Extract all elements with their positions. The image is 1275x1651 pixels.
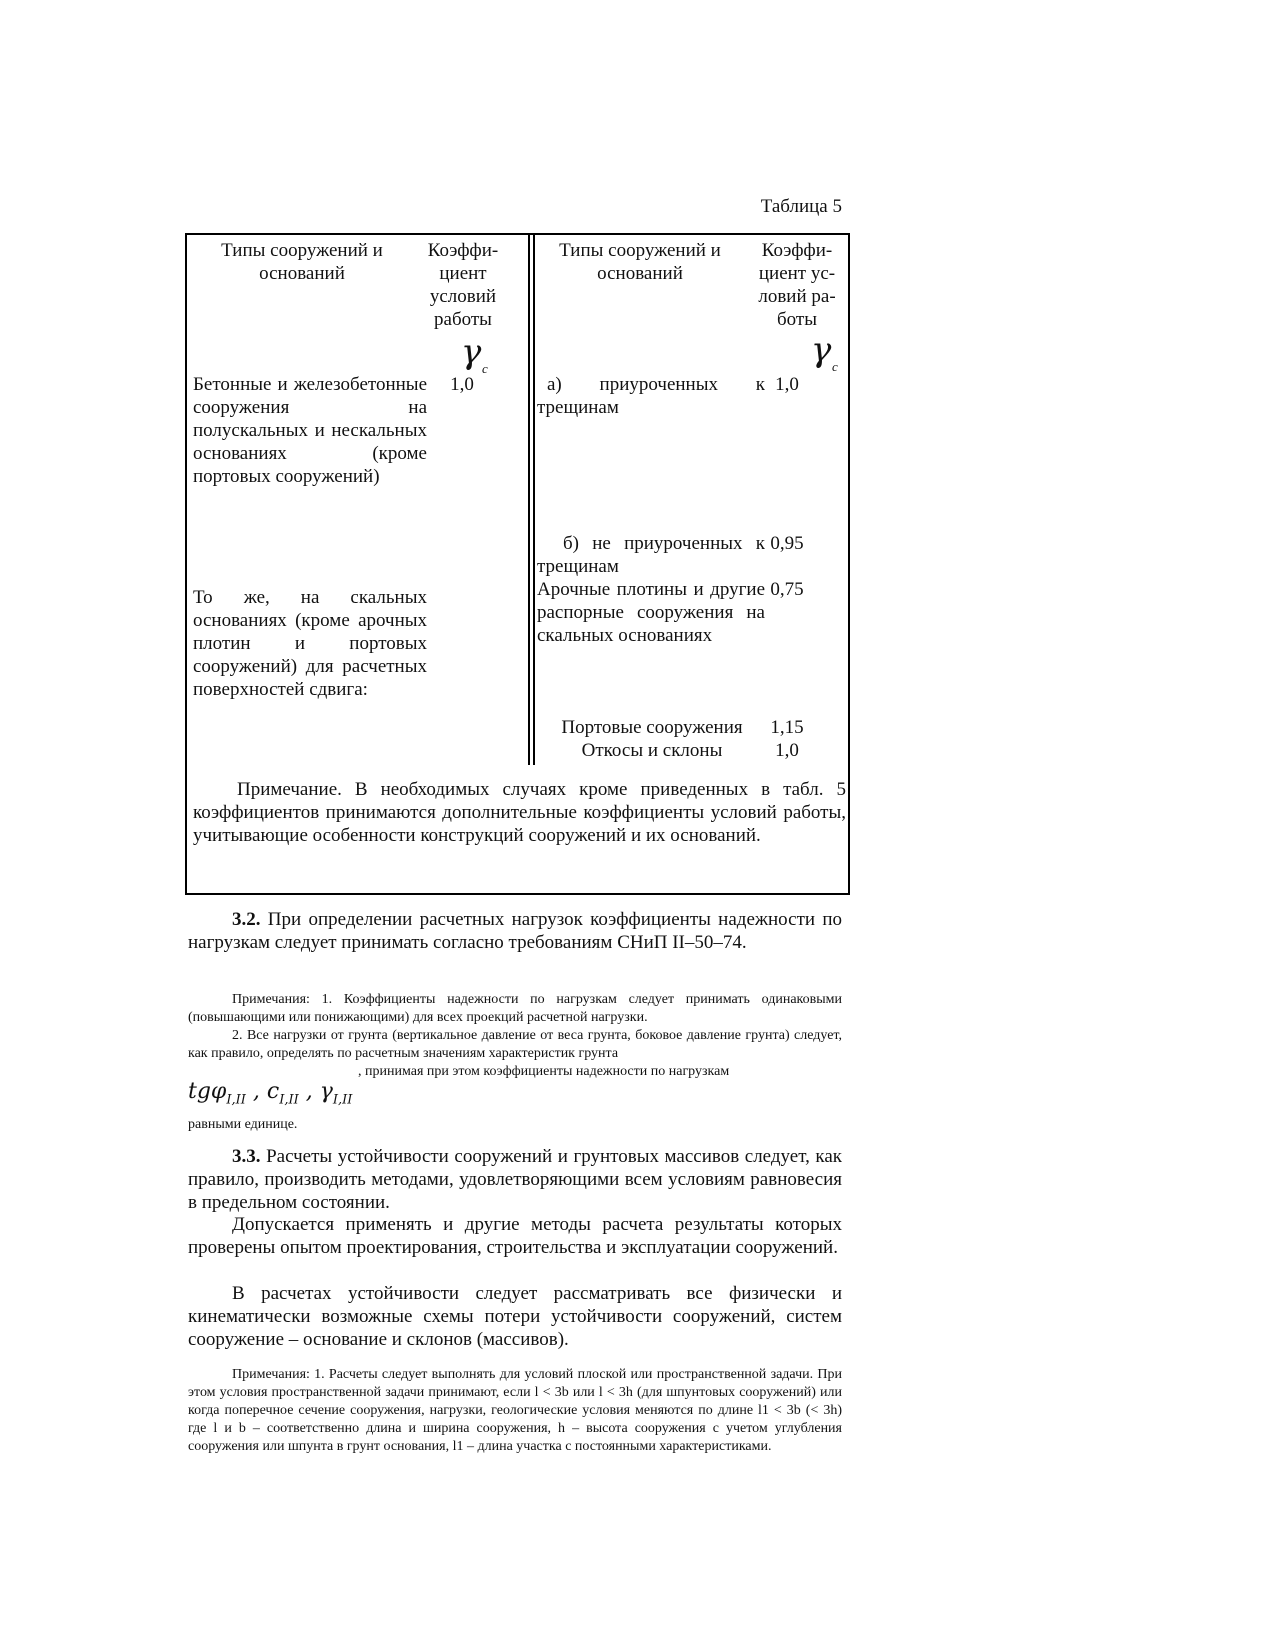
section-number: 3.3.: [232, 1146, 261, 1167]
notes-3-2-2-cont: , принимая при этом коэффициенты надежности по нагрузкам: [358, 1064, 730, 1079]
section-3-3-para2: Допускается применять и другие методы расчета результаты которых проверены опытом проектирования, строительства и эксплуатации сооружений.: [188, 1214, 842, 1258]
section-text: Расчеты устойчивости сооружений и грунтовых массивов следует, как правило, производить методами, удовлетворяющими всем условиям равновесия в предельном состоянии.: [188, 1146, 843, 1213]
left-row-value: 1,0: [450, 374, 474, 395]
table-note: Примечание. В необходимых случаях кроме приведенных в табл. 5 коэффициентов принимаются дополнительные коэффициенты условий работы, учитывающие особенности конструкций сооружений и их оснований.: [193, 779, 846, 846]
section-3-3-para3: В расчетах устойчивости следует рассматривать все физически и кинематически возможные схемы потери устойчивости сооружений, систем сооружение – основание и склонов (массивов).: [188, 1283, 842, 1350]
notes-3-3: Примечания: 1. Расчеты следует выполнять для условий плоской или пространственной задачи. При этом условия пространственной задачи принимают, если l < 3b или l < 3h (для шпунтовых сооружений) или когда поперечное сечение сооружения, нагрузки, геологические условия меняются по длине l1 < 3b (< 3h) где l и b – соответственно длина и ширина сооружения, h – высота сооружения с учетом углубления сооружения или шпунта в грунт основания, l1 – длина участка с постоянными характеристиками.: [188, 1367, 842, 1454]
left-row-text: То же, на скальных основаниях (кроме арочных плотин и портовых сооружений) для расчетных поверхностей сдвига:: [193, 587, 427, 700]
right-row-value: 1,15: [770, 717, 804, 738]
notes-3-2-end: равными единице.: [188, 1117, 298, 1132]
gamma-symbol-left: γ: [461, 332, 482, 372]
table-divider: [528, 235, 530, 765]
left-row-text: Бетонные и железобетонные сооружения на полускальных и нескальных основаниях (кроме портовых сооружений): [193, 374, 427, 487]
header-coef-right: Коэффи- циент ус- ловий ра- боты: [758, 240, 836, 330]
coefficient-table: [185, 233, 850, 895]
right-row-text: Откосы и склоны: [581, 740, 723, 761]
table-caption: Таблица 5: [760, 196, 842, 217]
section-3-3: [188, 1145, 842, 1214]
header-types-left: Типы сооружений и оснований: [221, 240, 383, 284]
right-row-value: 1,0: [775, 374, 799, 395]
section-number: 3.2.: [232, 909, 261, 930]
right-row-text: Портовые сооружения: [561, 717, 743, 738]
formula: tgφ$_{I,II}$ , $c_{I,II}$ , $\gamma_{I,II}$: [188, 1079, 353, 1108]
right-row-value: 0,75: [770, 579, 804, 600]
notes-3-2-2: 2. Все нагрузки от грунта (вертикальное давление от веса грунта, боковое давление грунта) следует, как правило, определять по расчетным значениям характеристик грунта: [188, 1028, 842, 1061]
table-divider: [533, 235, 535, 765]
right-row-text: а) приуроченных к трещинам: [537, 374, 765, 418]
notes-3-2-1: Примечания: 1. Коэффициенты надежности по нагрузкам следует принимать одинаковыми (повышающими или понижающими) для всех проекций расчетной нагрузки.: [188, 992, 842, 1025]
section-text: При определении расчетных нагрузок коэффициенты надежности по нагрузкам следует принимать согласно требованиям СНиП II–50–74.: [188, 909, 843, 953]
gamma-subscript-left: c: [482, 361, 488, 376]
gamma-subscript-right: c: [832, 359, 838, 374]
right-row-value: 0,95: [770, 533, 804, 554]
header-coef-left: Коэффи- циент условий работы: [427, 240, 499, 330]
section-3-2: [188, 908, 842, 954]
right-row-text: б) не приуроченных к трещинам: [537, 533, 765, 577]
right-row-value: 1,0: [775, 740, 799, 761]
header-types-right: Типы сооружений и оснований: [559, 240, 721, 284]
right-row-text: Арочные плотины и другие распорные сооружения на скальных основаниях: [537, 579, 765, 646]
gamma-symbol-right: γ: [811, 330, 832, 370]
